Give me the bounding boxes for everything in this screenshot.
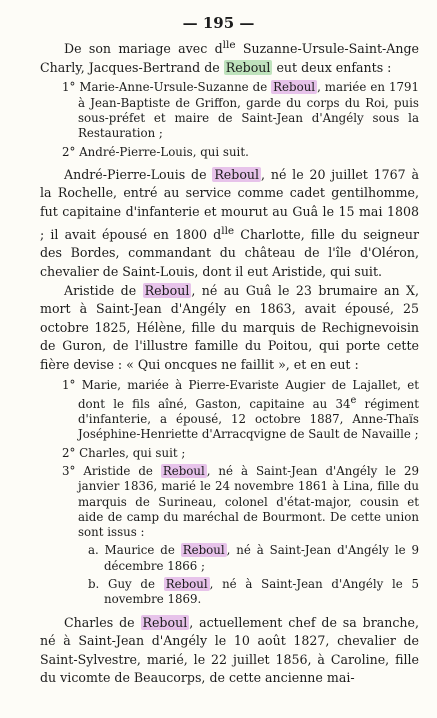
highlighted-name[interactable]: Reboul <box>162 463 205 478</box>
highlighted-name[interactable]: Reboul <box>182 543 225 558</box>
text-span: , né le 20 juillet 1767 à la Rochelle, entré au service comme cadet gentilhomme, fut capitaine d'infanterie et mourut au Guâ le 15 mai 1808 ; il avait épousé en 1800 d <box>40 166 419 242</box>
text-span: Charles de <box>64 614 141 630</box>
list-item-charles: 2° Charles, qui suit ; <box>62 445 186 460</box>
superscript: e <box>350 394 357 406</box>
page-number: — 195 — <box>0 14 437 32</box>
list-item-2: 2° André-Pierre-Louis, qui suit. <box>62 144 249 159</box>
superscript: lle <box>221 224 235 237</box>
text-span: Aristide de <box>64 282 143 298</box>
text-span: eut deux enfants : <box>272 59 392 75</box>
highlighted-name[interactable]: Reboul <box>144 282 190 298</box>
highlighted-name[interactable]: Reboul <box>214 166 260 182</box>
highlighted-name[interactable]: Reboul <box>225 59 271 75</box>
sub-item-guy <box>40 577 419 608</box>
highlighted-name[interactable]: Reboul <box>273 80 316 95</box>
text-span: b. Guy de <box>88 577 164 592</box>
text-span: De son mariage avec d <box>64 41 223 57</box>
text-span: Suzanne-Ursule-Saint-Ange Charly, Jacques-Bertrand de <box>40 41 419 75</box>
text-span: 3° Aristide de <box>62 463 161 478</box>
text-span: André-Pierre-Louis de <box>64 166 213 182</box>
text-span: , né à Saint-Jean d'Angély le 9 décembre 1866 ; <box>104 543 419 573</box>
text-span: régiment d'infanterie, a épousé, 12 octobre 1887, Anne-Thaïs Joséphine-Henriette d'Arracqvigne de Sault de Navaille ; <box>78 396 420 442</box>
text-span: , mariée en 1791 à Jean-Baptiste de Griffon, garde du corps du Roi, puis sous-préfet et maire de Saint-Jean d'Angély sous la Restauration ; <box>78 80 419 141</box>
text-span: , né à Saint-Jean d'Angély le 5 novembre 1869. <box>104 577 419 607</box>
paragraph-marriage <box>40 36 419 77</box>
body-text <box>40 36 419 688</box>
list-item-marie <box>40 378 419 443</box>
text-span: , actuellement chef de sa branche, né à Saint-Jean d'Angély le 10 août 1827, chevalier de Saint-Sylvestre, marié, le 22 juillet 1856, à Caroline, fille du vicomte de Beaucorps, de cette ancienne mai- <box>40 614 419 686</box>
paragraph-andre <box>40 166 419 282</box>
text-span: , né au Guâ le 23 brumaire an X, mort à Saint-Jean d'Angély en 1863, avait épousé, 25 octobre 1825, Hélène, fille du marquis de Rechignevoisin de Guron, de l'illustre famille du Poitou, qui porte cette fière devise : « Qui oncques ne faillit », et en eut : <box>40 282 419 372</box>
text-span: , né à Saint-Jean d'Angély le 29 janvier 1836, marié le 24 novembre 1861 à Lina, fille du marquis de Surineau, colonel d'état-major, cousin et aide de camp du maréchal de Bourmont. De cette union sont issus : <box>78 463 419 540</box>
sub-item-maurice <box>40 543 419 574</box>
text-span: 1° Marie, mariée à Pierre-Evariste Augier de Lajallet, et dont le fils aîné, Gaston, capitaine au 34 <box>62 377 419 411</box>
superscript: lle <box>222 39 236 51</box>
paragraph-charles <box>40 614 419 688</box>
text-span: Charlotte, fille du seigneur des Bordes, commandant du château de l'île d'Oléron, chevalier de Saint-Louis, dont il eut Aristide, qui suit. <box>40 226 419 280</box>
highlighted-name[interactable]: Reboul <box>142 614 188 630</box>
text-span: a. Maurice de <box>88 543 181 558</box>
text-span: 1° Marie-Anne-Ursule-Suzanne de <box>62 80 272 95</box>
list-item-1 <box>40 80 419 141</box>
paragraph-aristide <box>40 282 419 375</box>
highlighted-name[interactable]: Reboul <box>165 577 208 592</box>
list-item-aristide <box>40 464 419 540</box>
